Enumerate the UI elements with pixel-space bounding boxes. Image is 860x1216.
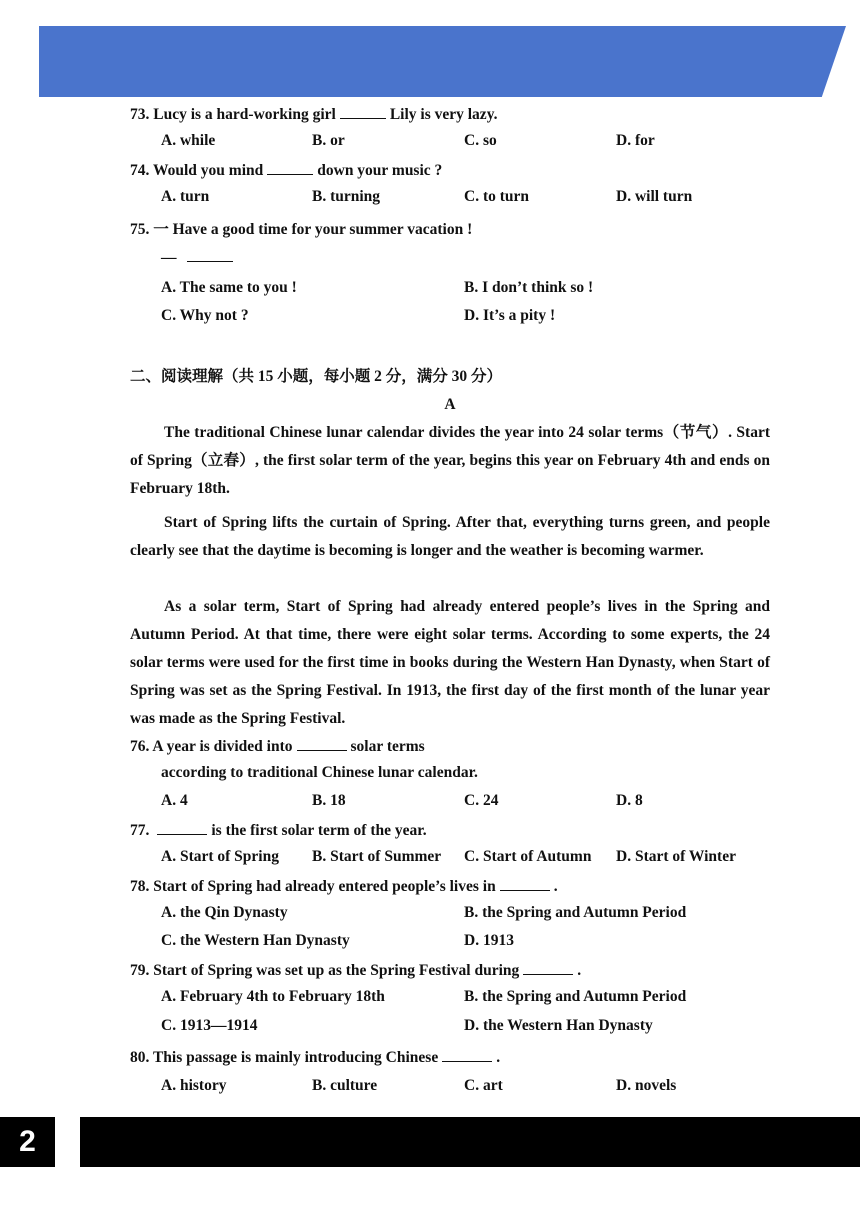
question-75-stem: 75. 一 Have a good time for your summer vacation !	[130, 221, 473, 238]
question-text: .	[496, 1049, 501, 1066]
passage-label: A	[444, 396, 456, 413]
question-text: .	[553, 878, 558, 895]
option-a: A. Start of Spring	[161, 848, 279, 865]
answer-blank	[157, 820, 207, 835]
option-c: C. to turn	[464, 188, 530, 205]
answer-blank	[500, 876, 550, 891]
option-d: D. It’s a pity !	[464, 307, 556, 324]
question-text: Lily is very lazy.	[389, 106, 498, 123]
option-a: A. turn	[161, 188, 210, 205]
answer-blank	[297, 736, 347, 751]
answer-blank	[442, 1047, 492, 1062]
option-a: A. February 4th to February 18th	[161, 988, 385, 1005]
answer-blank	[187, 247, 233, 262]
option-a: A. history	[161, 1077, 227, 1094]
question-78-stem	[130, 876, 558, 896]
page-number: 2	[0, 1117, 55, 1167]
option-c: C. art	[464, 1077, 503, 1094]
question-76-stem	[130, 736, 425, 756]
option-c: C. so	[464, 132, 497, 149]
option-d: D. Start of Winter	[616, 848, 736, 865]
option-c: C. 24	[464, 792, 499, 809]
passage-paragraph-2: Start of Spring lifts the curtain of Spring. After that, everything turns green, and people clearly see that the daytime is becoming is longer and the weather is becoming warmer.	[130, 514, 770, 559]
question-text: 80. This passage is mainly introducing Chinese	[130, 1049, 439, 1066]
option-b: B. I don’t think so !	[464, 279, 594, 296]
question-text: 77.	[130, 822, 150, 839]
option-d: D. will turn	[616, 188, 693, 205]
option-a: A. the Qin Dynasty	[161, 904, 288, 921]
passage-paragraph-3: As a solar term, Start of Spring had already entered people’s lives in the Spring and Autumn Period. At that time, there were eight solar terms. According to some experts, the 24 solar terms were used for the first time in books during the Western Han Dynasty, when Start of Spring was set as the Spring Festival. In 1913, the first day of the first month of the lunar year was made as the Spring Festival.	[130, 598, 770, 727]
question-77-stem	[130, 820, 427, 840]
passage-paragraph-1: The traditional Chinese lunar calendar divides the year into 24 solar terms（节气）. Start of Spring（立春）, the first solar term of the year, begins this year on February 4th and ends on February 18th.	[130, 424, 770, 497]
option-b: B. 18	[312, 792, 346, 809]
option-c: C. Start of Autumn	[464, 848, 592, 865]
question-text: .	[577, 962, 582, 979]
question-74-stem	[130, 160, 442, 180]
footer-bar	[80, 1117, 860, 1167]
question-80-stem	[130, 1047, 500, 1067]
answer-blank	[267, 160, 313, 175]
option-d: D. 8	[616, 792, 643, 809]
question-76-stem-line2: according to traditional Chinese lunar calendar.	[161, 764, 478, 781]
question-text: 73. Lucy is a hard-working girl	[130, 106, 336, 123]
option-c: C. the Western Han Dynasty	[161, 932, 350, 949]
question-79-stem	[130, 960, 581, 980]
question-text: 79. Start of Spring was set up as the Spring Festival during	[130, 962, 520, 979]
option-b: B. Start of Summer	[312, 848, 442, 865]
section-title: 二、阅读理解（共 15 小题，每小题 2 分，满分 30 分）	[130, 368, 503, 385]
option-b: B. or	[312, 132, 345, 149]
option-b: B. the Spring and Autumn Period	[464, 988, 687, 1005]
option-d: D. 1913	[464, 932, 514, 949]
option-b: B. the Spring and Autumn Period	[464, 904, 687, 921]
question-text: solar terms	[350, 738, 425, 755]
option-a: A. while	[161, 132, 216, 149]
answer-blank	[340, 104, 386, 119]
question-text: 76. A year is divided into	[130, 738, 293, 755]
question-text: is the first solar term of the year.	[211, 822, 427, 839]
option-b: B. turning	[312, 188, 381, 205]
question-75-reply	[161, 247, 237, 267]
option-a: A. The same to you !	[161, 279, 297, 296]
option-c: C. 1913—1914	[161, 1017, 258, 1034]
question-73-stem	[130, 104, 497, 124]
option-c: C. Why not ?	[161, 307, 249, 324]
option-b: B. culture	[312, 1077, 378, 1094]
option-d: D. the Western Han Dynasty	[464, 1017, 653, 1034]
question-text: 78. Start of Spring had already entered people’s lives in	[130, 878, 496, 895]
option-d: D. novels	[616, 1077, 677, 1094]
header-banner	[39, 26, 846, 97]
dash: —	[161, 249, 177, 266]
option-d: D. for	[616, 132, 655, 149]
option-a: A. 4	[161, 792, 188, 809]
answer-blank	[523, 960, 573, 975]
question-text: 74. Would you mind	[130, 162, 264, 179]
question-text: down your music ?	[317, 162, 443, 179]
